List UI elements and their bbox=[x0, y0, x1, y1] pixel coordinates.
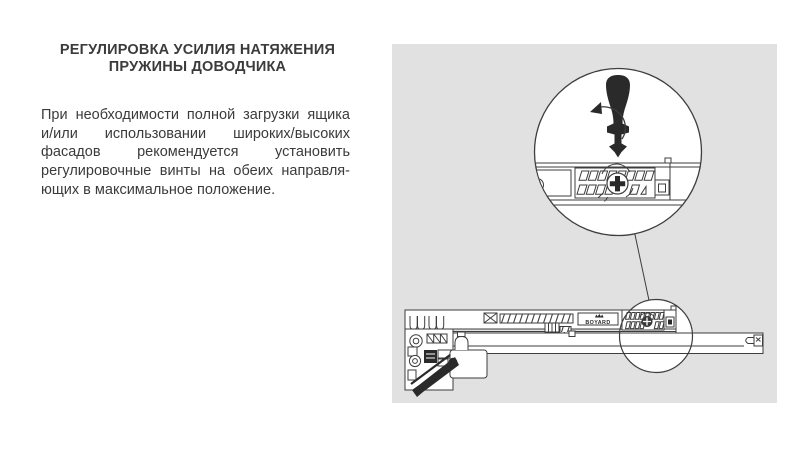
brand-label bbox=[578, 313, 618, 326]
instruction-text-line: фасадов рекомендуется установить bbox=[41, 144, 350, 161]
damper-block bbox=[484, 313, 497, 323]
brand-label-text: BOYARD bbox=[585, 319, 611, 326]
instruction-text bbox=[41, 106, 350, 200]
rail-left-plate bbox=[529, 170, 571, 196]
title-line-1: РЕГУЛИРОВКА УСИЛИЯ НАТЯЖЕНИЯ bbox=[59, 42, 336, 58]
rail-hole bbox=[534, 182, 539, 187]
title-line-2: ПРУЖИНЫ ДОВОДЧИКА bbox=[108, 58, 287, 75]
drawer-slide-diagram bbox=[392, 44, 777, 403]
instruction-text-line: При необходимости полной загрузки ящика bbox=[41, 107, 350, 123]
instruction-text-line: ющих в максимальное положение. bbox=[41, 181, 276, 198]
rail-end-notch bbox=[665, 158, 671, 163]
rack-strip bbox=[500, 314, 573, 323]
callout-line bbox=[634, 230, 650, 305]
diagram-panel bbox=[392, 44, 777, 403]
instruction-text-line: регулировочные винты на обеих направля- bbox=[41, 163, 350, 180]
drawer-slide-drawing bbox=[405, 300, 763, 398]
page-title bbox=[40, 42, 355, 76]
instruction-text-line: и/или использовании широких/высоких bbox=[41, 125, 350, 142]
